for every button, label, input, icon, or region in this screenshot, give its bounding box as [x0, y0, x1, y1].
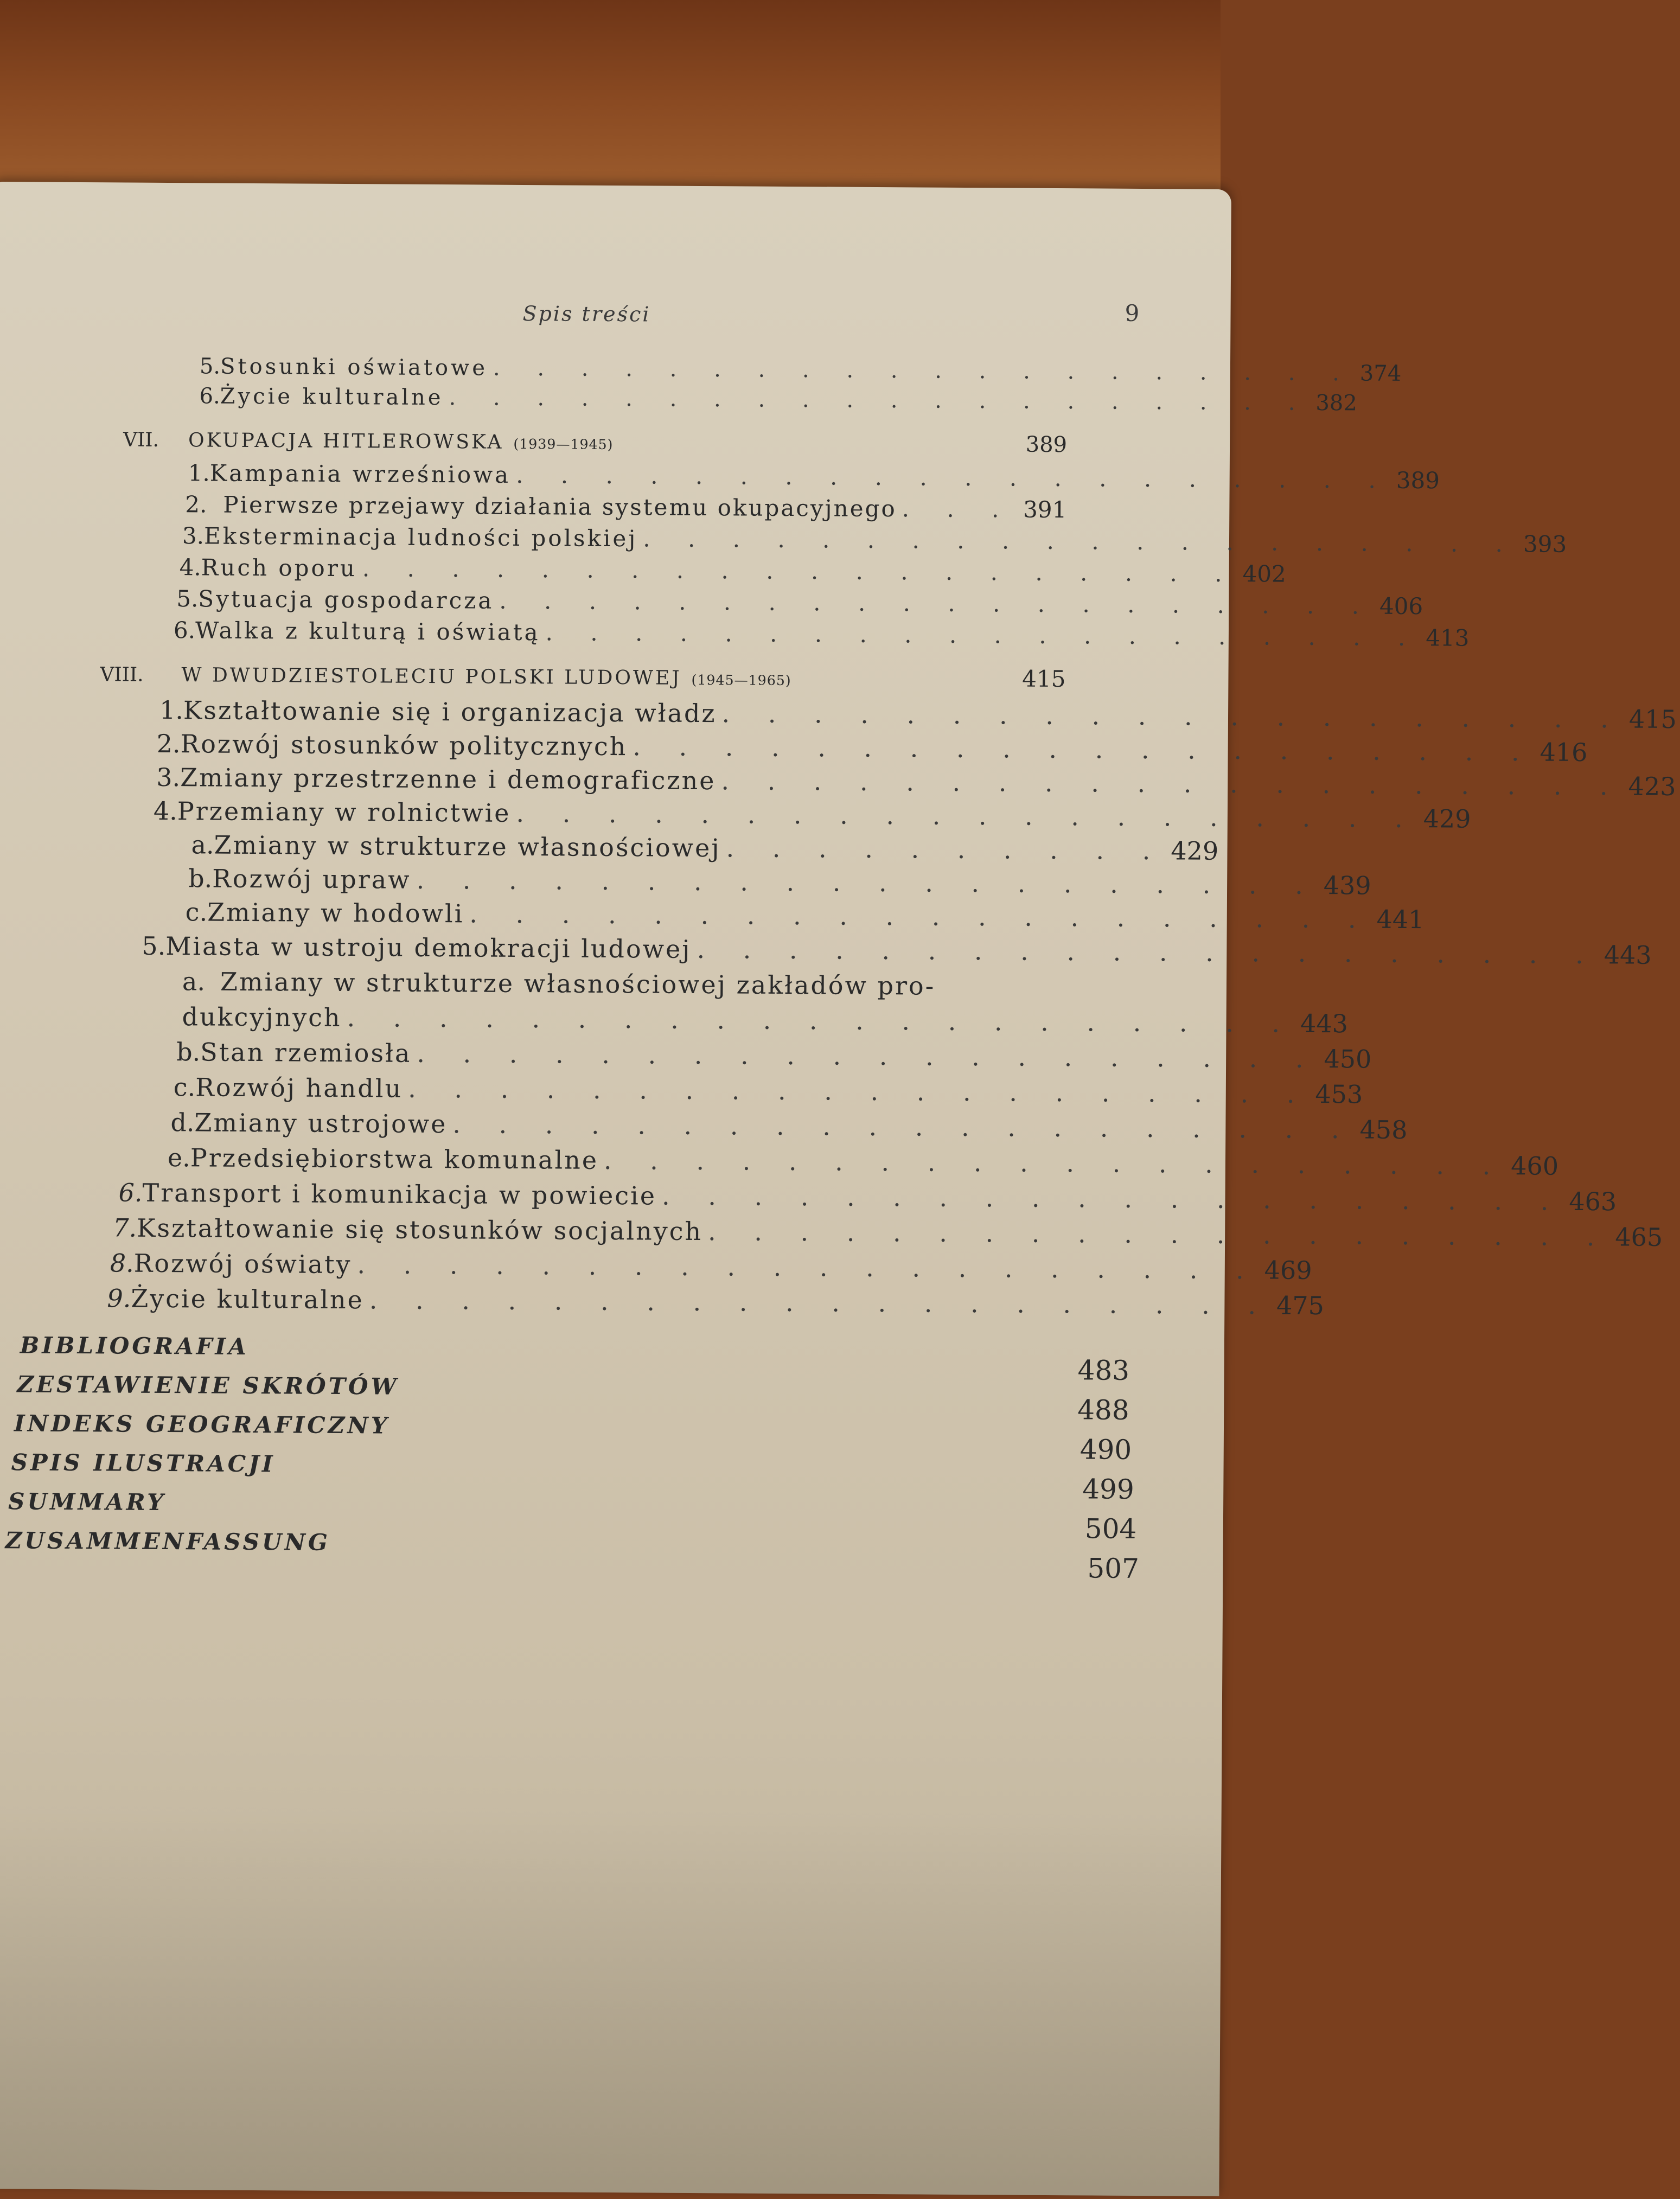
- chapter-number: VII.: [123, 429, 159, 451]
- leader-dots: . . . . . . . . . . . . . . . . . . . .: [493, 355, 1355, 386]
- entry-title: Przemiany w rolnictwie: [177, 796, 511, 828]
- leader-dots: . . . . . . . . . . . . . . . . . . . .: [603, 1145, 1506, 1181]
- entry-title: Życie kulturalne: [131, 1283, 365, 1315]
- leader-dots: . . . . . . . . . .: [726, 833, 1166, 866]
- entry-page: 389: [1396, 466, 1440, 494]
- entry-title: Zmiany w hodowli: [207, 897, 464, 929]
- toc-entry: [156, 728, 1588, 768]
- toc-entry: [142, 931, 1652, 970]
- illustrations-list-heading: SPIS ILUSTRACJI: [11, 1449, 276, 1478]
- toc-entry: [113, 1213, 1663, 1252]
- chapter-years: (1939—1945): [513, 436, 614, 453]
- toc-subentry: [173, 1072, 1363, 1109]
- summary-heading: SUMMARY: [8, 1488, 167, 1516]
- abbreviations-heading: ZESTAWIENIE SKRÓTÓW: [17, 1371, 399, 1400]
- entry-page: 443: [1300, 1008, 1349, 1039]
- entry-number: 2.: [156, 728, 181, 759]
- entry-title: Kształtowanie się stosunków socjalnych: [136, 1213, 703, 1246]
- leader-dots: . . . . . . . . . . . . . . . . . . . .: [721, 766, 1623, 801]
- toc-entry: [153, 796, 1471, 834]
- entry-number: 5.: [176, 585, 199, 612]
- entry-letter: c.: [185, 897, 208, 927]
- entry-title: Miasta w ustroju demokracji ludowej: [165, 931, 692, 964]
- page-shadow: [0, 1809, 1222, 2196]
- toc-subentry: [176, 1037, 1372, 1074]
- toc-entry: [185, 491, 1066, 523]
- entry-page: 416: [1540, 737, 1588, 768]
- entry-page: 429: [1423, 804, 1471, 834]
- entry-number: 5.: [199, 354, 221, 379]
- entry-page: 382: [1315, 390, 1357, 416]
- leader-dots: . . . . . . . . . . . . . . . . . . . .: [408, 1073, 1310, 1109]
- entry-number: 2.: [185, 491, 207, 518]
- leader-dots: . . . . . . . . . . . . . . . . . . . .: [516, 461, 1391, 494]
- entry-letter: d.: [170, 1108, 195, 1137]
- abbreviations-page: 488: [1077, 1394, 1129, 1426]
- leader-dots: . . . . . . . . . . . . . . . . . . . .: [416, 865, 1319, 900]
- leader-dots: . . . . . . . . . . . . . . . . . . . .: [449, 385, 1311, 415]
- entry-title: Przedsiębiorstwa komunalne: [190, 1143, 599, 1175]
- leader-dots: . . . . . . . . . . . . . . . . . . . .: [545, 619, 1421, 651]
- entry-title: Kształtowanie się i organizacja władz: [183, 695, 717, 728]
- entry-title: Eksterminacja ludności polskiej: [203, 522, 638, 552]
- leader-dots: . . . . . . . . . . . . . . . . . . . .: [633, 732, 1535, 767]
- entry-title: Życie kulturalne: [220, 383, 444, 411]
- toc-entry: [182, 522, 1567, 558]
- leader-dots: . . . . . . . . . . . . . . . . . . . .: [516, 798, 1418, 834]
- entry-letter: e.: [167, 1143, 191, 1173]
- entry-title: dukcyjnych: [182, 1002, 342, 1032]
- toc-entry: [107, 1283, 1325, 1321]
- entry-number: 4.: [153, 796, 177, 826]
- entry-page: 374: [1359, 361, 1402, 386]
- toc-subentry: [185, 897, 1425, 935]
- entry-title: Kampania wrześniowa: [209, 459, 511, 488]
- entry-title: Rozwój oświaty: [133, 1248, 352, 1280]
- entry-letter: c.: [173, 1072, 196, 1102]
- toc-subentry: [167, 1143, 1559, 1181]
- entry-title: Rozwój handlu: [195, 1072, 403, 1103]
- entry-number: 9.: [107, 1283, 131, 1313]
- entry-page: 393: [1523, 530, 1567, 558]
- chapter-number: VIII.: [100, 663, 144, 686]
- running-header-title: Spis treści: [522, 302, 651, 327]
- summary-page: 504: [1084, 1513, 1137, 1545]
- entry-title: Zmiany w strukturze własnościowej zakładów pro-: [220, 967, 936, 1001]
- entry-page: 465: [1615, 1222, 1663, 1252]
- entry-title: Transport i komunikacja w powiecie: [142, 1178, 657, 1211]
- toc-entry: [118, 1178, 1617, 1217]
- toc-entry: [176, 585, 1423, 620]
- entry-number: 4.: [179, 554, 201, 581]
- entry-page: 415: [1022, 665, 1066, 693]
- entry-page: 475: [1276, 1290, 1325, 1321]
- entry-number: 8.: [110, 1248, 134, 1278]
- leader-space: [618, 449, 1020, 452]
- toc-subentry: [188, 864, 1371, 900]
- chapter-title: W DWUDZIESTOLECIU POLSKI LUDOWEJ: [181, 664, 682, 689]
- leader-dots: . . . . . . . . . . . . . . . . . . . .: [721, 699, 1624, 734]
- geographic-index-heading: INDEKS GEOGRAFICZNY: [14, 1410, 390, 1439]
- bibliography-page: 483: [1077, 1354, 1130, 1386]
- entry-page: 391: [1023, 496, 1067, 523]
- toc-entry: [156, 762, 1676, 802]
- entry-page: 389: [1025, 432, 1068, 458]
- toc-entry: [188, 459, 1440, 494]
- leader-dots: . . . . . . . . . . . . . . . . . . . .: [643, 525, 1518, 558]
- entry-page: 429: [1171, 836, 1219, 866]
- entry-title: Pierwsze przejawy działania systemu okupacyjnego: [223, 491, 897, 522]
- entry-page: 469: [1264, 1255, 1312, 1285]
- illustrations-list-page: 499: [1082, 1473, 1134, 1505]
- leader-dots: . . . . . . . . . . . . . . . . . . . .: [469, 899, 1371, 934]
- leader-dots: . . . . . . . . . . . . . . . . . . . .: [362, 555, 1237, 587]
- entry-number: 6.: [173, 617, 196, 644]
- leader-dots: . . . . . . . . . . . . . . . . . . . . .: [347, 1003, 1295, 1038]
- entry-page: 463: [1569, 1186, 1617, 1217]
- entry-number: 1.: [188, 459, 210, 487]
- chapter-title: OKUPACJA HITLEROWSKA: [188, 429, 504, 453]
- chapter-entry: [123, 427, 1067, 458]
- entry-page: 413: [1426, 624, 1470, 651]
- entry-page: 415: [1628, 704, 1677, 734]
- entry-number: 1.: [159, 695, 184, 725]
- entry-title: Sytuacja gospodarcza: [198, 585, 494, 614]
- leader-dots: . . . . . . . . . . . . . . . . . . . .: [707, 1217, 1610, 1252]
- geographic-index-page: 490: [1079, 1434, 1132, 1466]
- toc-entry: [179, 554, 1286, 587]
- toc-subentry: [182, 967, 1064, 1001]
- entry-page: 450: [1324, 1044, 1372, 1074]
- page-number: 9: [1125, 299, 1140, 327]
- toc-entry: [199, 354, 1402, 386]
- entry-title: Walka z kulturą i oświatą: [195, 617, 540, 646]
- toc-subentry-continuation: [182, 1002, 1349, 1039]
- entry-number: 3.: [182, 522, 205, 549]
- entry-title: Zmiany ustrojowe: [194, 1108, 448, 1139]
- toc-entry: [159, 695, 1677, 734]
- entry-page: 453: [1315, 1079, 1363, 1109]
- toc-subentry: [191, 830, 1219, 866]
- toc-subentry: [170, 1108, 1408, 1145]
- entry-title: Rozwój stosunków politycznych: [180, 729, 628, 762]
- entry-page: 406: [1379, 592, 1423, 620]
- chapter-years: (1945—1965): [691, 672, 791, 689]
- entry-page: 458: [1359, 1115, 1408, 1145]
- zusammenfassung-page: 507: [1087, 1552, 1140, 1584]
- chapter-entry: [100, 660, 1065, 692]
- entry-title: Stosunki oświatowe: [220, 354, 488, 381]
- entry-page: 402: [1242, 560, 1286, 587]
- entry-letter: a.: [182, 967, 206, 996]
- entry-letter: b.: [188, 864, 213, 893]
- entry-page: 439: [1323, 871, 1371, 900]
- leader-dots: . . . . . . . . . . . . . . . . . . . .: [661, 1181, 1564, 1216]
- entry-number: 6.: [118, 1178, 143, 1207]
- entry-letter: a.: [191, 830, 214, 860]
- entry-title: Stan rzemiosła: [200, 1037, 412, 1068]
- leader-space: [797, 685, 1017, 686]
- entry-title: Zmiany w strukturze własnościowej: [214, 830, 721, 863]
- bibliography-heading: BIBLIOGRAFIA: [20, 1332, 249, 1360]
- leader-dots: . . . . . . . . . . . . . . . . . . . .: [499, 587, 1375, 619]
- toc-entry: [173, 617, 1470, 651]
- entry-title: Rozwój upraw: [212, 864, 411, 894]
- entry-number: 6.: [199, 383, 220, 409]
- entry-number: 7.: [113, 1213, 137, 1243]
- entry-page: 423: [1628, 771, 1676, 802]
- toc-entry: [199, 383, 1357, 416]
- leader-dots: . . . . . . . . . . . . . . . . . . . .: [452, 1109, 1355, 1145]
- entry-page: 443: [1604, 940, 1652, 970]
- entry-title: Ruch oporu: [201, 554, 357, 582]
- leader-dots: . . . . . . . . . . . . . . . . . . . .: [357, 1250, 1259, 1285]
- leader-dots: . . .: [902, 495, 1014, 523]
- leader-dots: . . . . . . . . . . . . . . . . . . . .: [369, 1285, 1272, 1320]
- leader-dots: . . . . . . . . . . . . . . . . . . . .: [417, 1038, 1319, 1073]
- entry-number: 3.: [156, 762, 181, 792]
- entry-page: 441: [1376, 904, 1425, 935]
- entry-title: Zmiany przestrzenne i demograficzne: [180, 763, 716, 796]
- entry-page: 460: [1511, 1151, 1559, 1181]
- entry-letter: b.: [176, 1037, 201, 1067]
- book-page: [0, 182, 1677, 2196]
- leader-dots: . . . . . . . . . . . . . . . . . . . .: [697, 934, 1599, 970]
- toc-entry: [110, 1248, 1312, 1285]
- zusammenfassung-heading: ZUSAMMENFASSUNG: [5, 1527, 331, 1556]
- entry-number: 5.: [142, 931, 166, 961]
